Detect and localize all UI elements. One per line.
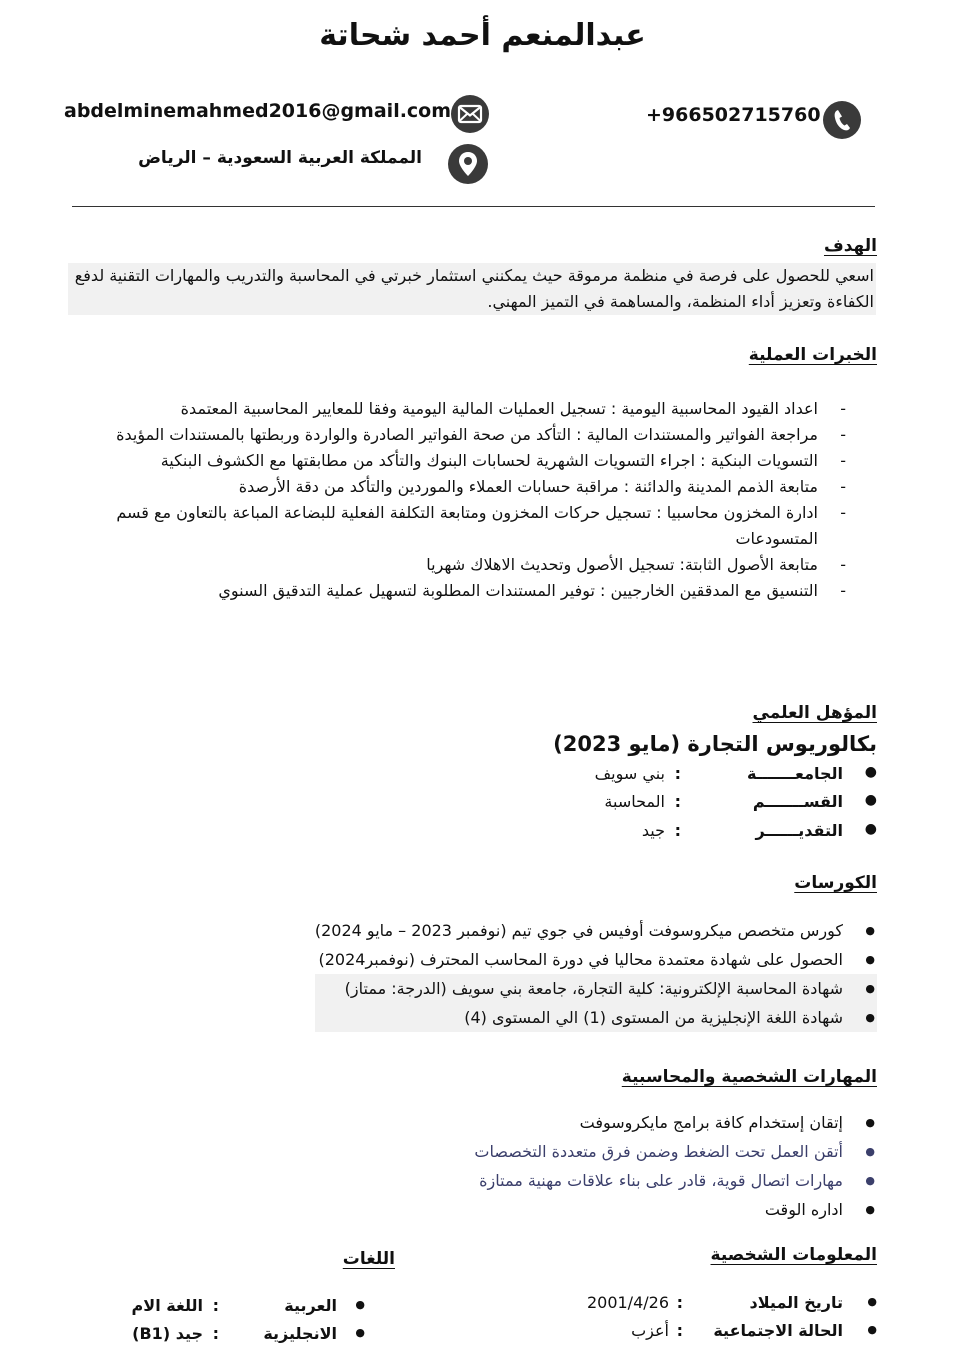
education-value: جيد	[641, 821, 665, 840]
list-item: ● الحصول على شهادة معتمدة محاليا في دورة المحاسب المحترف (نوفمبر2024)	[315, 945, 877, 974]
experience-list	[100, 396, 852, 604]
skills-list	[474, 1108, 877, 1224]
phone-number[interactable]: +966502715760	[646, 104, 821, 126]
list-item: ● مهارات اتصال قوية، قادر على بناء علاقات مهنية ممتازة	[474, 1166, 877, 1195]
bullet-icon: ●	[355, 1298, 365, 1311]
education-row	[537, 821, 877, 849]
list-item: - ادارة المخزون محاسبيا : تسجيل حركات المخزون ومتابعة التكلفة الفعلية للبضاعة المباعة بالتعاون مع قسم المتسودعات	[100, 500, 852, 552]
bullet-icon: ●	[867, 1295, 877, 1308]
list-item: ● شهادة المحاسبة الإلكترونية: كلية التجارة، جامعة بني سويف (الدرجة: ممتاز)	[315, 974, 877, 1003]
language-name: الانجليزية	[263, 1324, 337, 1343]
list-item: ● اداره الوقت	[474, 1195, 877, 1224]
separator: :	[676, 1293, 683, 1312]
bullet-icon: ●	[864, 764, 877, 780]
list-item: - التسويات البنكية : اجراء التسويات الشهرية لحسابات البنوك والتأكد من مطابقتها مع الكشوف البنكية	[100, 448, 852, 474]
location-pin-icon	[448, 144, 488, 184]
experience-heading: الخبرات العملية	[748, 345, 877, 365]
list-item: - متابعة الأصول الثابتة: تسجيل الأصول وتحديث الاهلاك شهريا	[100, 552, 852, 578]
list-item: - اعداد القيود المحاسبية اليومية : تسجيل العمليات المالية اليومية وفقا للمعايير المحاسبية المعتمدة	[100, 396, 852, 422]
education-heading: المؤهل العلمي	[752, 703, 877, 723]
personal-info-row	[557, 1293, 877, 1321]
courses-heading: الكورسات	[794, 873, 877, 893]
location-text: المملكة العربية السعودية – الرياض	[138, 148, 422, 168]
education-row	[537, 792, 877, 820]
objective-text: اسعي للحصول على فرصة في منظمة مرموقة حيث يمكنني استثمار خبرتي في المحاسبة والتدريب والمهارات التقنية لدفع الكفاءة وتعزيز أداء المنظمة، والمساهمة في التميز المهني.	[68, 263, 876, 315]
list-item: ● كورس متخصص ميكروسوفت أوفيس في جوي تيم (نوفمبر 2023 – مايو 2024)	[315, 916, 877, 945]
personal-info-label: تاريخ الميلاد	[749, 1293, 843, 1312]
personal-info-label: الحالة الاجتماعية	[713, 1321, 843, 1340]
skills-heading: المهارات الشخصية والمحاسبية	[621, 1067, 877, 1087]
language-row	[125, 1324, 365, 1352]
separator: :	[676, 1321, 683, 1340]
personal-info-value: أعزب	[631, 1321, 669, 1340]
degree-title: بكالوريوس التجارة (مايو 2023)	[553, 732, 877, 756]
education-row	[537, 764, 877, 792]
separator: :	[212, 1296, 219, 1315]
education-label: القســـــــم	[752, 792, 843, 811]
personal-info-value: 2001/4/26	[586, 1293, 669, 1312]
objective-heading: الهدف	[823, 236, 877, 256]
language-row	[125, 1296, 365, 1324]
separator: :	[212, 1324, 219, 1343]
bullet-icon: ●	[864, 821, 877, 837]
header-divider	[72, 206, 875, 207]
education-value: المحاسبة	[604, 792, 665, 811]
candidate-name: عبدالمنعم أحمد شحاتة	[319, 18, 646, 53]
language-level: جيد (B1)	[132, 1324, 203, 1343]
courses-list	[315, 916, 877, 1032]
list-item: ● شهادة اللغة الإنجليزية من المستوى (1) الي المستوى (4)	[315, 1003, 877, 1032]
personal-info-row	[557, 1321, 877, 1349]
separator: :	[674, 764, 681, 783]
list-item: - التنسيق مع المدققين الخارجيين : توفير المستندات المطلوبة لتسهيل عملية التدقيق السنوي	[100, 578, 852, 604]
education-value: بني سويف	[594, 764, 665, 783]
languages-heading: اللغات	[342, 1249, 395, 1269]
bullet-icon: ●	[355, 1326, 365, 1339]
phone-icon	[823, 101, 861, 139]
mail-icon	[451, 95, 489, 133]
email-address[interactable]: abdelminemahmed2016@gmail.com	[64, 100, 452, 122]
language-level: اللغة الام	[131, 1296, 203, 1315]
separator: :	[674, 792, 681, 811]
bullet-icon: ●	[864, 792, 877, 808]
education-label: التقديــــــر	[755, 821, 843, 840]
separator: :	[674, 821, 681, 840]
language-name: العربية	[284, 1296, 337, 1315]
list-item: - متابعة الذمم المدينة والدائنة : مراقبة حسابات العملاء والموردين والتأكد من دقة الأرصدة	[100, 474, 852, 500]
education-label: الجامعـــــــة	[747, 764, 843, 783]
list-item: ● أتقن العمل تحت الضغط وضمن فرق متعددة التخصصات	[474, 1137, 877, 1166]
bullet-icon: ●	[867, 1323, 877, 1336]
list-item: ● إتقان إستخدام كافة برامج مايكروسوفت	[474, 1108, 877, 1137]
list-item: - مراجعة الفواتير والمستندات المالية : التأكد من صحة الفواتير الصادرة والواردة وربطتها بالمستندات المؤيدة	[100, 422, 852, 448]
personal-info-heading: المعلومات الشخصية	[710, 1245, 877, 1265]
